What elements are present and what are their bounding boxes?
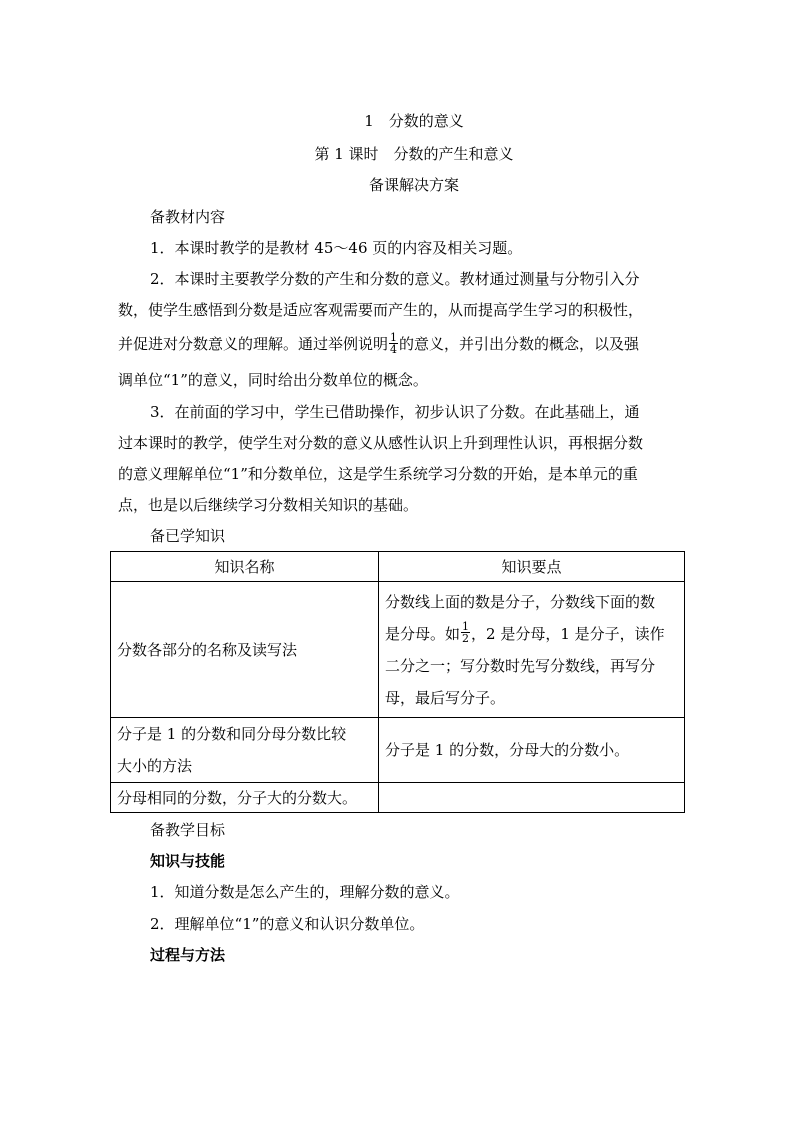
section-title: 备课解决方案 <box>368 176 459 194</box>
table-header-row <box>111 552 685 582</box>
materials-p3-line4: 点，也是以后继续学习分数相关知识的基础。 <box>118 496 419 514</box>
fraction-denominator: 4 <box>390 342 398 356</box>
goals-heading: 备教学目标 <box>150 821 226 839</box>
table-cell-points: 分子是 1 的分数，分母大的分数小。 <box>379 718 685 783</box>
cell-text: ，2 是分母，1 是分子，读作 <box>471 624 665 643</box>
materials-p2-line1: 2．本课时主要教学分数的产生和分数的意义。教材通过测量与分物引入分 <box>150 270 640 288</box>
goals-subheading-process: 过程与方法 <box>150 946 226 964</box>
goal-item: 1．知道分数是怎么产生的，理解分数的意义。 <box>150 883 460 901</box>
prior-knowledge-heading: 备已学知识 <box>150 527 226 545</box>
materials-p3-line1: 3．在前面的学习中，学生已借助操作，初步认识了分数。在此基础上，通 <box>150 403 640 421</box>
fraction-numerator: 1 <box>462 620 470 633</box>
table-row <box>111 783 685 813</box>
materials-p2-line3 <box>118 330 688 357</box>
cell-line: 母，最后写分子。 <box>385 688 506 707</box>
materials-p2-line3-text-b: 的意义，并引出分数的概念，以及强 <box>399 335 640 353</box>
table-cell-name: 分母相同的分数，分子大的分数大。 <box>111 783 379 813</box>
table-cell-points <box>379 783 685 813</box>
table-cell-points <box>379 582 685 718</box>
lesson-title: 第 1 课时 分数的产生和意义 <box>314 145 514 163</box>
unit-title: 1 分数的意义 <box>364 112 464 130</box>
materials-heading: 备教材内容 <box>150 208 226 226</box>
cell-line: 分数线上面的数是分子，分数线下面的数 <box>385 592 656 611</box>
table-cell-name <box>111 718 379 783</box>
cell-line: 分子是 1 的分数和同分母分数比较 <box>117 725 347 743</box>
cell-line: 二分之一；写分数时先写分数线，再写分 <box>385 656 656 675</box>
fraction-one-half <box>461 621 470 644</box>
cell-line: 大小的方法 <box>117 757 193 775</box>
fraction-numerator: 1 <box>390 330 398 344</box>
cell-line <box>385 618 678 650</box>
materials-p2-line2: 数，使学生感悟到分数是适应客观需要而产生的，从而提高学生学习的积极性， <box>118 301 644 319</box>
materials-p3-line2: 过本课时的教学，使学生对分数的意义从感性认识上升到理性认识，再根据分数 <box>118 434 644 452</box>
column-header-points: 知识要点 <box>379 552 685 582</box>
cell-text: 是分母。如 <box>385 624 461 643</box>
prior-knowledge-table <box>110 551 685 813</box>
materials-p2-line3-text-a: 并促进对分数意义的理解。通过举例说明 <box>118 335 389 353</box>
table-row <box>111 582 685 718</box>
fraction-one-quarter <box>389 332 398 355</box>
column-header-name: 知识名称 <box>111 552 379 582</box>
materials-p3-line3: 的意义理解单位“1”和分数单位，这是学生系统学习分数的开始，是本单元的重 <box>118 465 638 483</box>
goal-item: 2．理解单位“1”的意义和认识分数单位。 <box>150 915 425 933</box>
fraction-denominator: 2 <box>462 632 470 645</box>
goals-subheading-knowledge: 知识与技能 <box>150 852 226 870</box>
materials-p2-line4: 调单位“1”的意义，同时给出分数单位的概念。 <box>118 371 428 389</box>
table-cell-name: 分数各部分的名称及读写法 <box>111 582 379 718</box>
materials-p1: 1．本课时教学的是教材 45～46 页的内容及相关习题。 <box>150 239 523 257</box>
table-row <box>111 718 685 783</box>
